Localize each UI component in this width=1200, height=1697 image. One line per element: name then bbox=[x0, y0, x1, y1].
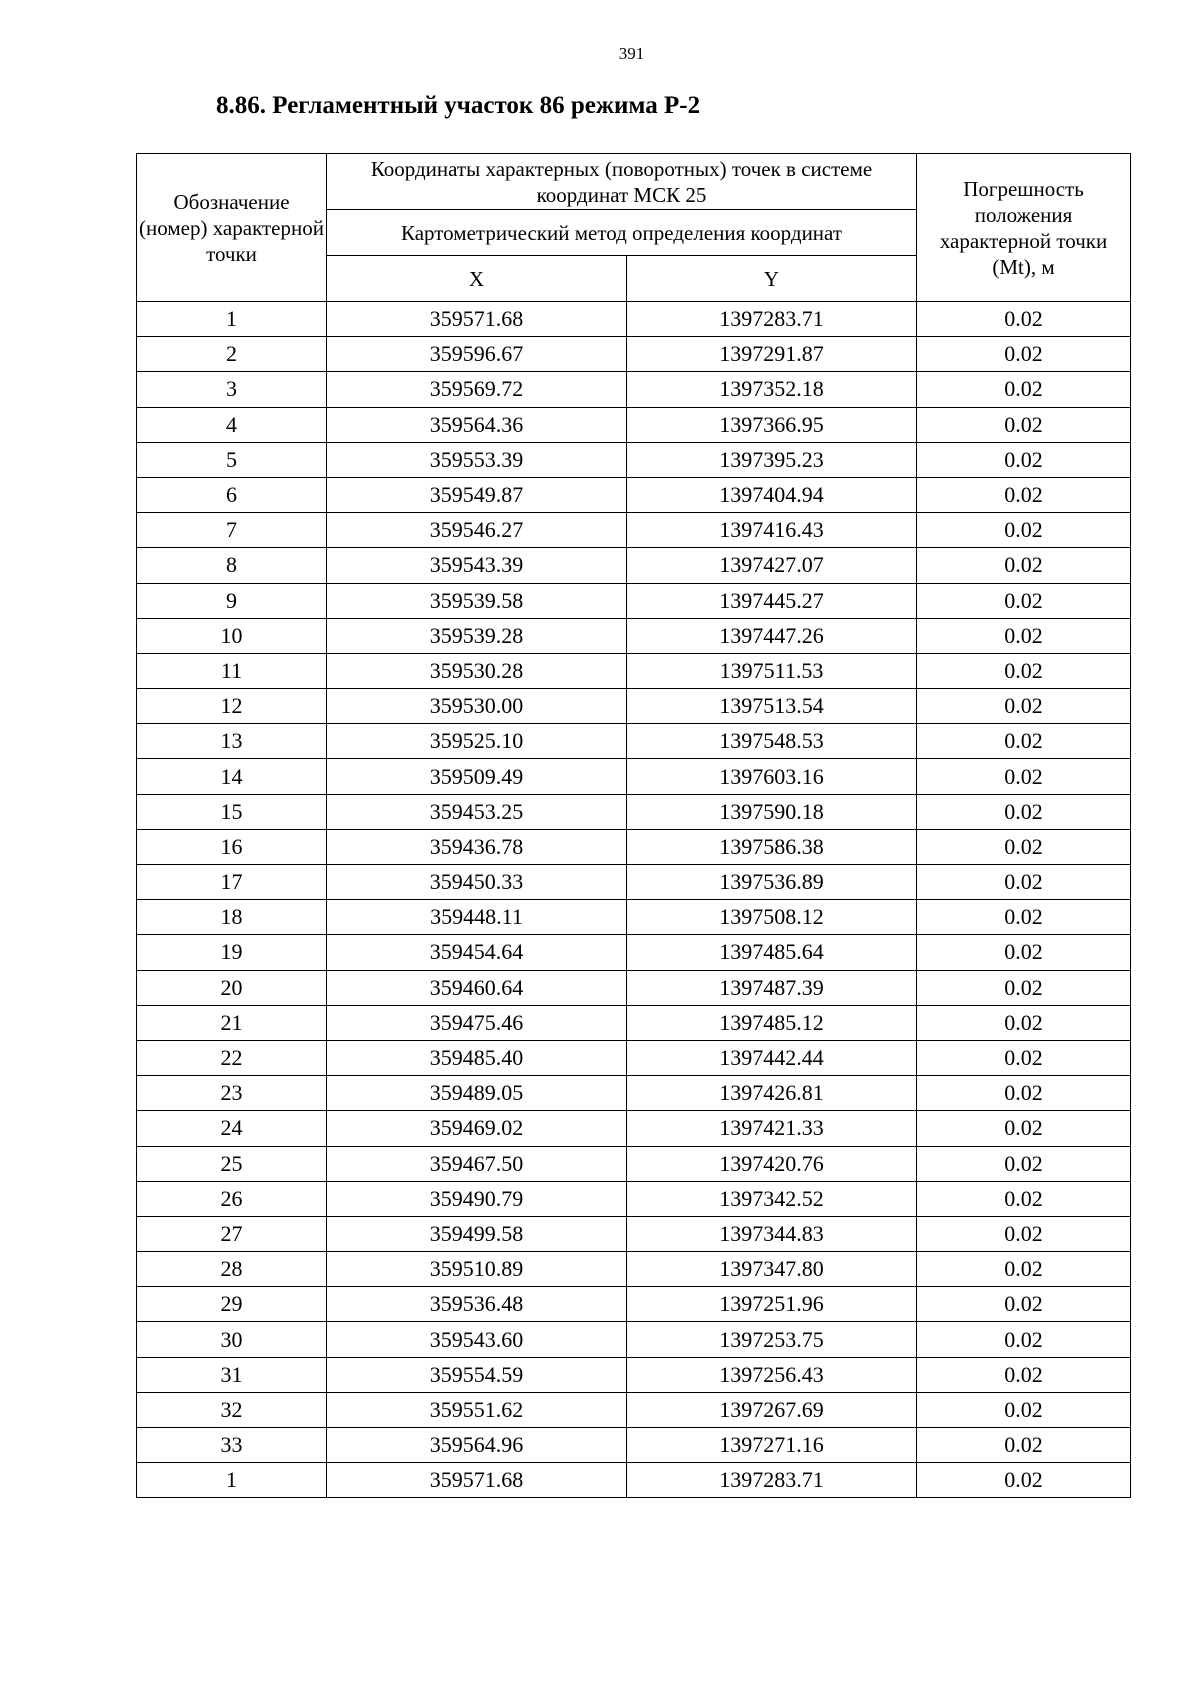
x-cell: 359546.27 bbox=[327, 513, 627, 548]
table-row bbox=[137, 583, 1131, 618]
x-cell: 359460.64 bbox=[327, 970, 627, 1005]
point-number-cell: 8 bbox=[137, 548, 327, 583]
y-cell: 1397508.12 bbox=[627, 900, 917, 935]
error-cell: 0.02 bbox=[917, 865, 1131, 900]
x-cell: 359450.33 bbox=[327, 865, 627, 900]
error-cell: 0.02 bbox=[917, 1357, 1131, 1392]
y-cell: 1397342.52 bbox=[627, 1181, 917, 1216]
x-cell: 359530.00 bbox=[327, 689, 627, 724]
page-number: 391 bbox=[618, 44, 645, 63]
point-number-cell: 29 bbox=[137, 1287, 327, 1322]
error-cell: 0.02 bbox=[917, 477, 1131, 512]
y-cell: 1397344.83 bbox=[627, 1216, 917, 1251]
y-cell: 1397404.94 bbox=[627, 477, 917, 512]
x-cell: 359571.68 bbox=[327, 1463, 627, 1498]
y-cell: 1397347.80 bbox=[627, 1252, 917, 1287]
x-cell: 359436.78 bbox=[327, 829, 627, 864]
x-cell: 359539.28 bbox=[327, 618, 627, 653]
y-cell: 1397352.18 bbox=[627, 372, 917, 407]
x-cell: 359489.05 bbox=[327, 1076, 627, 1111]
point-number-cell: 25 bbox=[137, 1146, 327, 1181]
header-point-label: Обозначение (номер) характерной точки bbox=[137, 154, 327, 302]
table-row bbox=[137, 1076, 1131, 1111]
point-number-cell: 26 bbox=[137, 1181, 327, 1216]
error-cell: 0.02 bbox=[917, 935, 1131, 970]
y-cell: 1397283.71 bbox=[627, 302, 917, 337]
header-y: Y bbox=[627, 256, 917, 302]
y-cell: 1397603.16 bbox=[627, 759, 917, 794]
point-number-cell: 21 bbox=[137, 1005, 327, 1040]
point-number-cell: 22 bbox=[137, 1040, 327, 1075]
table-row bbox=[137, 1111, 1131, 1146]
error-cell: 0.02 bbox=[917, 1287, 1131, 1322]
y-cell: 1397271.16 bbox=[627, 1428, 917, 1463]
table-row bbox=[137, 794, 1131, 829]
y-cell: 1397511.53 bbox=[627, 653, 917, 688]
table-row bbox=[137, 1392, 1131, 1427]
point-number-cell: 5 bbox=[137, 442, 327, 477]
x-cell: 359536.48 bbox=[327, 1287, 627, 1322]
error-cell: 0.02 bbox=[917, 372, 1131, 407]
x-cell: 359554.59 bbox=[327, 1357, 627, 1392]
x-cell: 359543.39 bbox=[327, 548, 627, 583]
y-cell: 1397485.64 bbox=[627, 935, 917, 970]
table-header bbox=[137, 154, 1131, 302]
point-number-cell: 6 bbox=[137, 477, 327, 512]
x-cell: 359467.50 bbox=[327, 1146, 627, 1181]
point-number-cell: 1 bbox=[137, 302, 327, 337]
table-row bbox=[137, 477, 1131, 512]
table-row bbox=[137, 689, 1131, 724]
point-number-cell: 24 bbox=[137, 1111, 327, 1146]
error-cell: 0.02 bbox=[917, 583, 1131, 618]
error-cell: 0.02 bbox=[917, 1111, 1131, 1146]
y-cell: 1397283.71 bbox=[627, 1463, 917, 1498]
x-cell: 359571.68 bbox=[327, 302, 627, 337]
y-cell: 1397420.76 bbox=[627, 1146, 917, 1181]
table-row bbox=[137, 548, 1131, 583]
point-number-cell: 12 bbox=[137, 689, 327, 724]
point-number-cell: 4 bbox=[137, 407, 327, 442]
table-body bbox=[137, 302, 1131, 1498]
y-cell: 1397256.43 bbox=[627, 1357, 917, 1392]
point-number-cell: 31 bbox=[137, 1357, 327, 1392]
x-cell: 359549.87 bbox=[327, 477, 627, 512]
x-cell: 359596.67 bbox=[327, 337, 627, 372]
error-cell: 0.02 bbox=[917, 1076, 1131, 1111]
y-cell: 1397590.18 bbox=[627, 794, 917, 829]
x-cell: 359453.25 bbox=[327, 794, 627, 829]
error-cell: 0.02 bbox=[917, 1252, 1131, 1287]
error-cell: 0.02 bbox=[917, 1428, 1131, 1463]
point-number-cell: 2 bbox=[137, 337, 327, 372]
x-cell: 359539.58 bbox=[327, 583, 627, 618]
y-cell: 1397447.26 bbox=[627, 618, 917, 653]
error-cell: 0.02 bbox=[917, 759, 1131, 794]
x-cell: 359510.89 bbox=[327, 1252, 627, 1287]
header-method: Картометрический метод определения координат bbox=[327, 210, 917, 256]
table-row bbox=[137, 1216, 1131, 1251]
error-cell: 0.02 bbox=[917, 407, 1131, 442]
table-row bbox=[137, 513, 1131, 548]
table-row bbox=[137, 900, 1131, 935]
error-cell: 0.02 bbox=[917, 337, 1131, 372]
x-cell: 359490.79 bbox=[327, 1181, 627, 1216]
y-cell: 1397586.38 bbox=[627, 829, 917, 864]
x-cell: 359499.58 bbox=[327, 1216, 627, 1251]
point-number-cell: 28 bbox=[137, 1252, 327, 1287]
point-number-cell: 32 bbox=[137, 1392, 327, 1427]
header-coords-group: Координаты характерных (поворотных) точек в системе координат МСК 25 bbox=[327, 154, 917, 210]
error-cell: 0.02 bbox=[917, 653, 1131, 688]
error-cell: 0.02 bbox=[917, 302, 1131, 337]
y-cell: 1397427.07 bbox=[627, 548, 917, 583]
y-cell: 1397416.43 bbox=[627, 513, 917, 548]
table-row bbox=[137, 1357, 1131, 1392]
error-cell: 0.02 bbox=[917, 1216, 1131, 1251]
point-number-cell: 30 bbox=[137, 1322, 327, 1357]
table-row bbox=[137, 1428, 1131, 1463]
table-row bbox=[137, 1322, 1131, 1357]
x-cell: 359448.11 bbox=[327, 900, 627, 935]
y-cell: 1397426.81 bbox=[627, 1076, 917, 1111]
table-row bbox=[137, 1463, 1131, 1498]
x-cell: 359551.62 bbox=[327, 1392, 627, 1427]
point-number-cell: 7 bbox=[137, 513, 327, 548]
x-cell: 359469.02 bbox=[327, 1111, 627, 1146]
table-row bbox=[137, 1005, 1131, 1040]
error-cell: 0.02 bbox=[917, 970, 1131, 1005]
table-row bbox=[137, 759, 1131, 794]
table-row bbox=[137, 407, 1131, 442]
table-row bbox=[137, 337, 1131, 372]
error-cell: 0.02 bbox=[917, 1322, 1131, 1357]
point-number-cell: 20 bbox=[137, 970, 327, 1005]
x-cell: 359525.10 bbox=[327, 724, 627, 759]
x-cell: 359543.60 bbox=[327, 1322, 627, 1357]
y-cell: 1397267.69 bbox=[627, 1392, 917, 1427]
error-cell: 0.02 bbox=[917, 1392, 1131, 1427]
point-number-cell: 9 bbox=[137, 583, 327, 618]
table-row bbox=[137, 865, 1131, 900]
x-cell: 359475.46 bbox=[327, 1005, 627, 1040]
error-cell: 0.02 bbox=[917, 724, 1131, 759]
y-cell: 1397395.23 bbox=[627, 442, 917, 477]
point-number-cell: 33 bbox=[137, 1428, 327, 1463]
point-number-cell: 15 bbox=[137, 794, 327, 829]
x-cell: 359553.39 bbox=[327, 442, 627, 477]
table-row bbox=[137, 724, 1131, 759]
y-cell: 1397291.87 bbox=[627, 337, 917, 372]
table-row bbox=[137, 618, 1131, 653]
coordinates-table bbox=[136, 153, 1131, 1498]
y-cell: 1397487.39 bbox=[627, 970, 917, 1005]
error-cell: 0.02 bbox=[917, 689, 1131, 724]
table-row bbox=[137, 1181, 1131, 1216]
error-cell: 0.02 bbox=[917, 618, 1131, 653]
error-cell: 0.02 bbox=[917, 1005, 1131, 1040]
error-cell: 0.02 bbox=[917, 794, 1131, 829]
error-cell: 0.02 bbox=[917, 829, 1131, 864]
table-row bbox=[137, 1252, 1131, 1287]
x-cell: 359564.36 bbox=[327, 407, 627, 442]
y-cell: 1397421.33 bbox=[627, 1111, 917, 1146]
x-cell: 359530.28 bbox=[327, 653, 627, 688]
point-number-cell: 13 bbox=[137, 724, 327, 759]
error-cell: 0.02 bbox=[917, 442, 1131, 477]
table-row bbox=[137, 1146, 1131, 1181]
x-cell: 359454.64 bbox=[327, 935, 627, 970]
point-number-cell: 19 bbox=[137, 935, 327, 970]
error-cell: 0.02 bbox=[917, 1463, 1131, 1498]
x-cell: 359564.96 bbox=[327, 1428, 627, 1463]
table-row bbox=[137, 935, 1131, 970]
point-number-cell: 18 bbox=[137, 900, 327, 935]
point-number-cell: 10 bbox=[137, 618, 327, 653]
point-number-cell: 27 bbox=[137, 1216, 327, 1251]
header-x: X bbox=[327, 256, 627, 302]
error-cell: 0.02 bbox=[917, 1146, 1131, 1181]
table-row bbox=[137, 829, 1131, 864]
table-row bbox=[137, 442, 1131, 477]
header-error: Погрешность положения характерной точки (Mt), м bbox=[917, 154, 1131, 302]
error-cell: 0.02 bbox=[917, 1181, 1131, 1216]
table-row bbox=[137, 1287, 1131, 1322]
error-cell: 0.02 bbox=[917, 1040, 1131, 1075]
y-cell: 1397442.44 bbox=[627, 1040, 917, 1075]
point-number-cell: 3 bbox=[137, 372, 327, 407]
table-row bbox=[137, 302, 1131, 337]
table-row bbox=[137, 1040, 1131, 1075]
y-cell: 1397251.96 bbox=[627, 1287, 917, 1322]
y-cell: 1397445.27 bbox=[627, 583, 917, 618]
x-cell: 359509.49 bbox=[327, 759, 627, 794]
point-number-cell: 1 bbox=[137, 1463, 327, 1498]
error-cell: 0.02 bbox=[917, 548, 1131, 583]
point-number-cell: 23 bbox=[137, 1076, 327, 1111]
error-cell: 0.02 bbox=[917, 513, 1131, 548]
section-heading: 8.86. Регламентный участок 86 режима Р-2 bbox=[216, 92, 701, 119]
y-cell: 1397548.53 bbox=[627, 724, 917, 759]
error-cell: 0.02 bbox=[917, 900, 1131, 935]
point-number-cell: 14 bbox=[137, 759, 327, 794]
table-row bbox=[137, 372, 1131, 407]
point-number-cell: 11 bbox=[137, 653, 327, 688]
y-cell: 1397485.12 bbox=[627, 1005, 917, 1040]
y-cell: 1397253.75 bbox=[627, 1322, 917, 1357]
y-cell: 1397513.54 bbox=[627, 689, 917, 724]
x-cell: 359569.72 bbox=[327, 372, 627, 407]
table-row bbox=[137, 653, 1131, 688]
x-cell: 359485.40 bbox=[327, 1040, 627, 1075]
y-cell: 1397366.95 bbox=[627, 407, 917, 442]
table-row bbox=[137, 970, 1131, 1005]
point-number-cell: 16 bbox=[137, 829, 327, 864]
y-cell: 1397536.89 bbox=[627, 865, 917, 900]
point-number-cell: 17 bbox=[137, 865, 327, 900]
